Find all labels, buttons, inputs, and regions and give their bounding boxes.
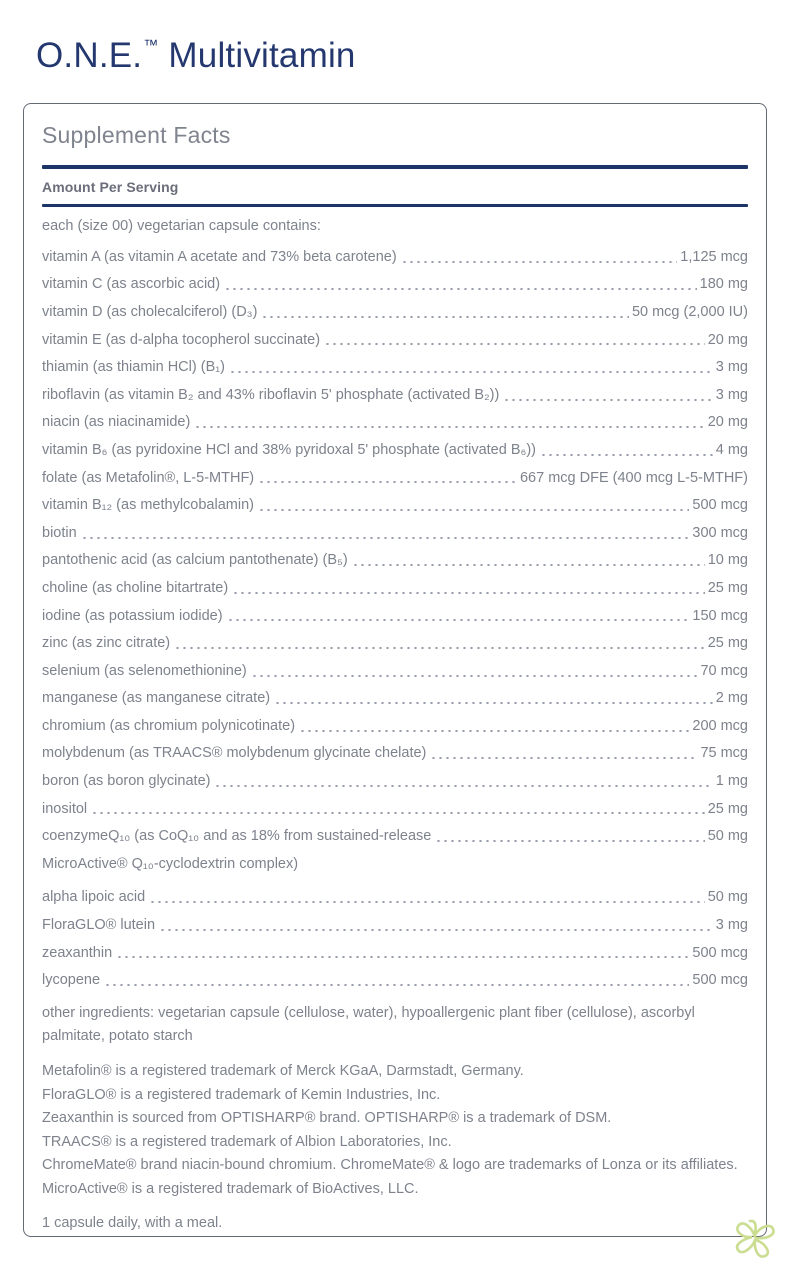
dot-leader — [299, 730, 689, 732]
nutrient-value: 50 mg — [707, 889, 748, 906]
dot-leader — [401, 261, 678, 263]
nutrient-row — [42, 822, 748, 850]
nutrient-row — [42, 574, 748, 602]
nutrient-label: selenium (as selenomethionine) — [42, 662, 247, 679]
nutrient-row — [42, 547, 748, 575]
dot-leader — [194, 426, 704, 428]
nutrient-value: 667 mcg DFE (400 mcg L-5-MTHF) — [519, 469, 748, 486]
nutrient-value: 1,125 mcg — [680, 248, 748, 265]
nutrient-value: 20 mg — [707, 331, 748, 348]
dot-leader — [104, 984, 689, 986]
nutrient-label: vitamin B₁₂ (as methylcobalamin) — [42, 497, 254, 514]
nutrient-row — [42, 243, 748, 271]
product-name: Multivitamin — [168, 36, 356, 75]
supplement-facts-heading: Supplement Facts — [42, 122, 231, 148]
nutrient-value: 3 mg — [715, 359, 748, 376]
nutrient-value: 4 mg — [715, 441, 748, 458]
nutrient-row — [42, 491, 748, 519]
nutrient-row — [42, 939, 748, 967]
nutrient-value: 70 mcg — [700, 662, 748, 679]
brand-name: O.N.E. — [36, 36, 143, 75]
nutrient-label: biotin — [42, 524, 77, 541]
dot-leader — [430, 757, 697, 759]
divider-thin — [42, 204, 748, 207]
nutrient-value: 180 mg — [699, 276, 748, 293]
nutrient-row — [42, 353, 748, 381]
nutrient-row — [42, 911, 748, 939]
nutrient-label: vitamin E (as d-alpha tocopherol succinate) — [42, 331, 321, 348]
nutrient-row — [42, 271, 748, 299]
supplement-facts-panel — [23, 103, 767, 1237]
trademark-notes — [42, 1060, 748, 1201]
nutrient-value: 50 mg — [707, 828, 748, 845]
dot-leader — [229, 371, 713, 373]
nutrient-list — [42, 243, 748, 994]
dot-leader — [224, 288, 697, 290]
trademark-symbol: ™ — [143, 37, 159, 55]
nutrient-row — [42, 326, 748, 354]
nutrient-value: 25 mg — [707, 800, 748, 817]
nutrient-row — [42, 629, 748, 657]
nutrient-value: 50 mcg (2,000 IU) — [631, 303, 748, 320]
nutrient-value: 500 mcg — [692, 497, 748, 514]
nutrient-row — [42, 795, 748, 823]
nutrient-row — [42, 685, 748, 713]
nutrient-label: vitamin B₆ (as pyridoxine HCl and 38% pyridoxal 5' phosphate (activated B₆)) — [42, 441, 537, 458]
dot-leader — [324, 343, 705, 345]
nutrient-value: 1 mg — [715, 773, 748, 790]
nutrient-value: 300 mcg — [692, 524, 748, 541]
nutrient-label: zeaxanthin — [42, 944, 113, 961]
nutrient-row — [42, 464, 748, 492]
nutrient-row — [42, 381, 748, 409]
dot-leader — [149, 901, 705, 903]
trademark-line: Metafolin® is a registered trademark of Merck KGaA, Darmstadt, Germany. — [42, 1063, 524, 1080]
serving-description: each (size 00) vegetarian capsule contains: — [42, 218, 321, 234]
nutrient-label: manganese (as manganese citrate) — [42, 690, 271, 707]
dot-leader — [258, 509, 689, 511]
nutrient-label: choline (as choline bitartrate) — [42, 579, 229, 596]
nutrient-row — [42, 740, 748, 768]
nutrient-value: 2 mg — [715, 690, 748, 707]
divider-thick — [42, 165, 748, 169]
nutrient-label: zinc (as zinc citrate) — [42, 635, 171, 652]
nutrient-row — [42, 657, 748, 685]
nutrient-label: inositol — [42, 800, 88, 817]
dot-leader — [258, 481, 517, 483]
nutrient-row — [42, 884, 748, 912]
dot-leader — [81, 537, 690, 539]
dosage-instructions: 1 capsule daily, with a meal. — [42, 1215, 223, 1232]
nutrient-value: 3 mg — [715, 917, 748, 934]
nutrient-label: iodine (as potassium iodide) — [42, 607, 223, 624]
dot-leader — [116, 956, 689, 958]
leaf-doodle-logo — [728, 1210, 782, 1266]
dot-leader — [274, 702, 713, 704]
dot-leader — [232, 592, 705, 594]
nutrient-label: FloraGLO® lutein — [42, 917, 156, 934]
dot-leader — [435, 840, 704, 842]
dot-leader — [251, 675, 698, 677]
nutrient-label: pantothenic acid (as calcium pantothenate) (B₅) — [42, 552, 348, 569]
nutrient-row — [42, 519, 748, 547]
amount-per-serving-label: Amount Per Serving — [42, 179, 179, 195]
nutrient-row — [42, 966, 748, 994]
page-title — [36, 36, 356, 76]
nutrient-label: vitamin A (as vitamin A acetate and 73% beta carotene) — [42, 248, 397, 265]
nutrient-row — [42, 409, 748, 437]
nutrient-value: 200 mcg — [692, 717, 748, 734]
nutrient-value: 25 mg — [707, 579, 748, 596]
nutrient-label: folate (as Metafolin®, L-5-MTHF) — [42, 469, 255, 486]
nutrient-row — [42, 712, 748, 740]
nutrient-label: boron (as boron glycinate) — [42, 773, 211, 790]
nutrient-label: coenzymeQ₁₀ (as CoQ₁₀ and as 18% from sustained-release — [42, 828, 432, 845]
nutrient-value: 20 mg — [707, 414, 748, 431]
nutrient-value: 500 mcg — [692, 972, 748, 989]
dot-leader — [174, 647, 705, 649]
nutrient-value: 25 mg — [707, 635, 748, 652]
nutrient-label: riboflavin (as vitamin B₂ and 43% riboflavin 5' phosphate (activated B₂)) — [42, 386, 500, 403]
nutrient-row — [42, 767, 748, 795]
nutrient-label: lycopene — [42, 972, 101, 989]
nutrient-row — [42, 850, 748, 878]
trademark-line: TRAACS® is a registered trademark of Albion Laboratories, Inc. — [42, 1133, 452, 1150]
nutrient-value: 3 mg — [715, 386, 748, 403]
dot-leader — [227, 619, 690, 621]
nutrient-label: alpha lipoic acid — [42, 889, 146, 906]
trademark-line: MicroActive® is a registered trademark of BioActives, LLC. — [42, 1180, 419, 1197]
nutrient-value: 10 mg — [707, 552, 748, 569]
nutrient-label: chromium (as chromium polynicotinate) — [42, 717, 296, 734]
dot-leader — [352, 564, 705, 566]
nutrient-value: 500 mcg — [692, 944, 748, 961]
nutrient-row — [42, 436, 748, 464]
dot-leader — [91, 812, 705, 814]
nutrient-label: vitamin D (as cholecalciferol) (D₃) — [42, 303, 258, 320]
nutrient-label: niacin (as niacinamide) — [42, 414, 191, 431]
other-ingredients: other ingredients: vegetarian capsule (cellulose, water), hypoallergenic plant fiber (cellulose), ascorbyl palmitate, potato starch — [42, 1005, 695, 1045]
nutrient-label: MicroActive® Q₁₀-cyclodextrin complex) — [42, 855, 299, 872]
dot-leader — [214, 785, 712, 787]
trademark-line: Zeaxanthin is sourced from OPTISHARP® brand. OPTISHARP® is a trademark of DSM. — [42, 1110, 612, 1127]
nutrient-label: vitamin C (as ascorbic acid) — [42, 276, 221, 293]
nutrient-label: thiamin (as thiamin HCl) (B₁) — [42, 359, 225, 376]
trademark-line: ChromeMate® brand niacin-bound chromium. ChromeMate® & logo are trademarks of Lonza or its affiliates. — [42, 1157, 738, 1174]
dot-leader — [159, 929, 713, 931]
nutrient-row — [42, 602, 748, 630]
dot-leader — [540, 454, 713, 456]
trademark-line: FloraGLO® is a registered trademark of Kemin Industries, Inc. — [42, 1086, 441, 1103]
nutrient-value: 150 mcg — [692, 607, 748, 624]
nutrient-label: molybdenum (as TRAACS® molybdenum glycinate chelate) — [42, 745, 427, 762]
nutrient-value: 75 mcg — [700, 745, 748, 762]
dot-leader — [503, 399, 712, 401]
nutrient-row — [42, 298, 748, 326]
dot-leader — [261, 316, 629, 318]
